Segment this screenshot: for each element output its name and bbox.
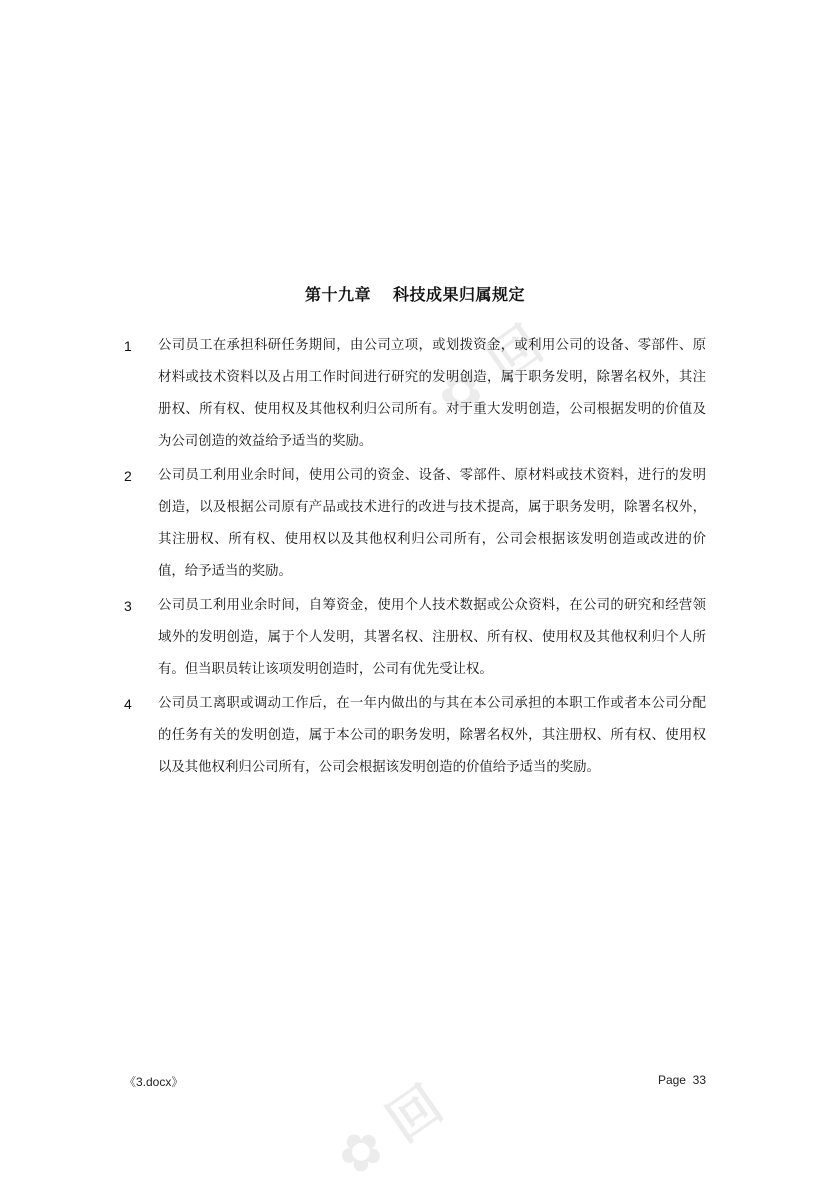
list-item	[124, 688, 706, 786]
chapter-heading	[0, 282, 830, 305]
footer-page	[658, 1073, 706, 1087]
item-text: 公司员工在承担科研任务期间，由公司立项，或划拨资金，或利用公司的设备、零部件、原材料或技术资料以及占用工作时间进行研究的发明创造，属于职务发明，除署名权外，其注册权、所有权、使用权及其他权利归公司所有。对于重大发明创造，公司根据发明的价值及为公司创造的效益给予适当的奖励。	[158, 338, 706, 449]
chapter-number: 第十九章	[304, 285, 371, 304]
item-number: 4	[124, 696, 132, 712]
page-label: Page	[657, 1073, 686, 1087]
item-text: 公司员工离职或调动工作后，在一年内做出的与其在本公司承担的本职工作或者本公司分配的任务有关的发明创造，属于本公司的职务发明，除署名权外，其注册权、所有权、使用权以及其他权利归公司所有，公司会根据该发明创造的价值给予适当的奖励。	[158, 696, 706, 775]
item-text: 公司员工利用业余时间，使用公司的资金、设备、零部件、原材料或技术资料，进行的发明创造，以及根据公司原有产品或技术进行的改进与技术提高，属于职务发明，除署名权外，其注册权、所有权、使用权以及其他权利归公司所有，公司会根据该发明创造或改进的价值，给予适当的奖励。	[158, 468, 706, 579]
footer-filename: 《3.docx》	[124, 1075, 184, 1089]
watermark-top: ✿ 回	[426, 314, 554, 430]
page-number: 33	[692, 1073, 706, 1087]
chapter-title: 科技成果归属规定	[393, 285, 526, 304]
item-number: 1	[124, 338, 132, 354]
list-item	[124, 590, 706, 688]
list-item	[124, 460, 706, 590]
item-number: 3	[124, 598, 132, 614]
item-number: 2	[124, 468, 132, 484]
item-text: 公司员工利用业余时间，自筹资金，使用个人技术数据或公众资料，在公司的研究和经营领域外的发明创造，属于个人发明，其署名权、注册权、所有权、使用权及其他权利归个人所有。但当职员转让该项发明创造时，公司有优先受让权。	[158, 598, 706, 677]
list-item	[124, 330, 706, 460]
watermark-bottom: ✿ 回	[326, 1074, 454, 1190]
